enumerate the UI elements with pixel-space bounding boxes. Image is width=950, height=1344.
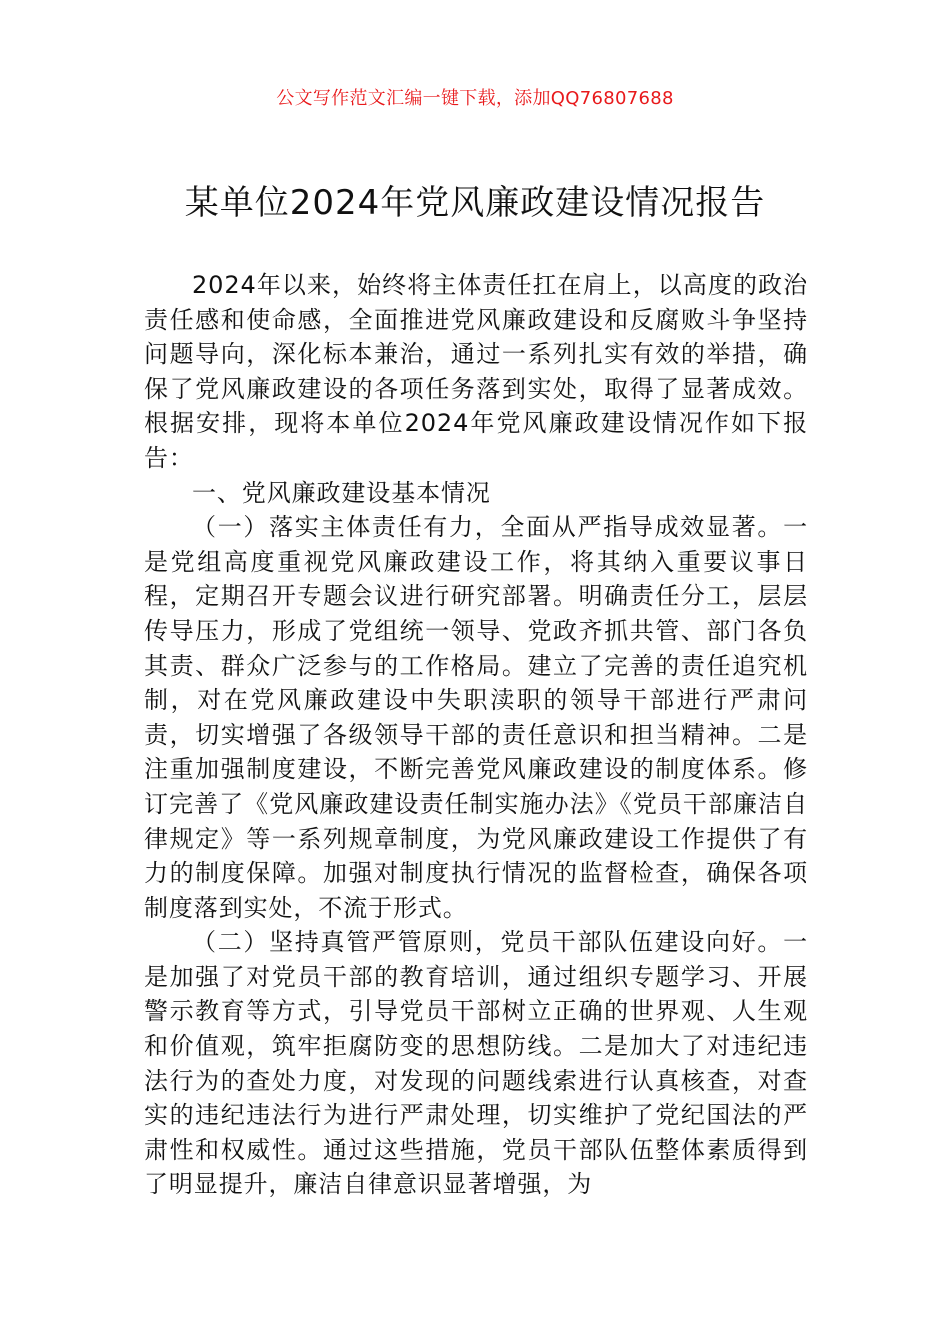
download-banner: 公文写作范文汇编一键下载，添加QQ76807688 (276, 88, 674, 109)
subsection-paragraph-1: （一）落实主体责任有力，全面从严指导成效显著。一是党组高度重视党风廉政建设工作，将其纳入重要议事日程，定期召开专题会议进行研究部署。明确责任分工，层层传导压力，形成了党组统一领导、党政齐抓共管、部门各负其责、群众广泛参与的工作格局。建立了完善的责任追究机制，对在党风廉政建设中失职渎职的领导干部进行严肃问责，切实增强了各级领导干部的责任意识和担当精神。二是注重加强制度建设，不断完善党风廉政建设的制度体系。修订完善了《党风廉政建设责任制实施办法》《党员干部廉洁自律规定》等一系列规章制度，为党风廉政建设工作提供了有力的制度保障。加强对制度执行情况的监督检查，确保各项制度落到实处，不流于形式。 (144, 513, 808, 922)
intro-paragraph: 2024年以来，始终将主体责任扛在肩上，以高度的政治责任感和使命感，全面推进党风廉政建设和反腐败斗争坚持问题导向，深化标本兼治，通过一系列扎实有效的举措，确保了党风廉政建设的各项任务落到实处，取得了显著成效。根据安排，现将本单位2024年党风廉政建设情况作如下报告： (144, 271, 808, 472)
subsection-paragraph-2: （二）坚持真管严管原则，党员干部队伍建设向好。一是加强了对党员干部的教育培训，通过组织专题学习、开展警示教育等方式，引导党员干部树立正确的世界观、人生观和价值观，筑牢拒腐防变的思想防线。二是加大了对违纪违法行为的查处力度，对发现的问题线索进行认真核查，对查实的违纪违法行为进行严肃处理，切实维护了党纪国法的严肃性和权威性。通过这些措施，党员干部队伍整体素质得到了明显提升，廉洁自律意识显著增强，为 (144, 928, 808, 1199)
document-title: 某单位2024年党风廉政建设情况报告 (184, 183, 766, 223)
document-body (144, 268, 808, 1202)
section-heading: 一、党风廉政建设基本情况 (192, 478, 491, 507)
